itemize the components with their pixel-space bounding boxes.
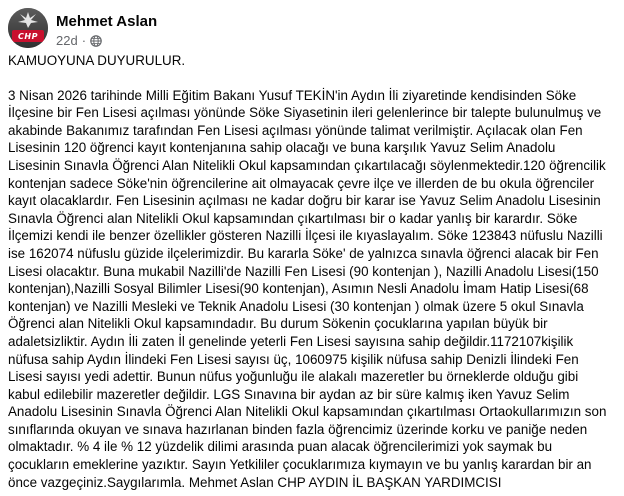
post-text: 3 Nisan 2026 tarihinde Milli Eğitim Bakanı Yusuf TEKİN'in Aydın İli ziyaretinde kendisinden Söke İlçesine bir Fen Lisesi açılması yönünde Söke Siyasetinin ileri gelenlerince bir talepte bulunulmuş ve akabinde Bakanımız tarafından Fen Lisesi açılması yönünde talimat verilmiştir. Açılacak olan Fen Lisesinin 120 öğrenci kayıt kontenjanına sahip olacağı ve buna karşılık Yavuz Selim Anadolu Lisesinin Sınavla Öğrenci Alan Nitelikli Okul kapsamından çıkartılacağı söylenmektedir.120 öğrencilik kontenjan sadece Söke'nin öğrencilerine ait olmayacak çevre ilçe ve illerden de bu okula öğrenciler kayıt olacaklardır. Fen Lisesinin açılması ne kadar doğru bir karar ise Yavuz Selim Anadolu Lisesinin Sınavla Öğrenci alan Nitelikli Okul kapsamından çıkartılması bir o kadar yanlış bir karardır. Söke İlçemizi kendi ile benzer özellikler gösteren Nazilli İlçesi ile kıyaslayalım. Söke 123843 nüfuslu Nazilli ise 162074 nüfuslu güzide ilçelerimizdir. Bu kararla Söke' de yalnızca sınavla öğrenci alacak bir Fen Lisesi olacaktır. Buna mukabil Nazilli'de Nazilli Fen Lisesi (90 kontenjan ), Nazilli Anadolu Lisesi(150 kontenjan),Nazilli Sosyal Bilimler Lisesi(90 kontenjan), Asımın Nesli Anadolu İmam Hatip Lisesi(68 kontenjan) ve Nazilli Mesleki ve Teknik Anadolu Lisesi (30 kontenjan ) olmak üzere 5 okul Sınavla Öğrenci alan Nitelikli Okul kapsamındadır. Bu durum Sökenin çocuklarına yapılan büyük bir adaletsizliktir. Aydın İli zaten İl genelinde yeterli Fen Lisesi sayısına sahip değildir.1172107kişilik nüfusa sahip Aydın İlindeki Fen Lisesi sayısı üç, 1060975 kişilik nüfusa sahip Denizli İlindeki Fen Lisesi sayısı yedi adettir. Bunun nüfus yoğunluğu ile alakalı mazeretler bu örneklerde olduğu gibi kabul edilebilir mazeretler değildir. LGS Sınavına bir aydan az bir süre kalmış iken Yavuz Selim Anadolu Lisesinin Sınavla Öğrenci Alan Nitelikli Okul kapsamından çıkartılması Ortaokullarımızın son sınıflarında okuyan ve sınava hazırlanan binden fazla öğrencimiz üzerinde korku ve paniğe neden olmaktadır. % 4 ile % 12 yüzdelik dilimi arasında puan alacak öğrencilerimizi yok saymak bu çocukların emeklerine yazıktır. Sayın Yetkililer çocuklarımıza kıymayın ve bu yanlış karardan bir an önce vazgeçiniz.Saygılarımla. Mehmet Aslan CHP AYDIN İL BAŞKAN YARDIMCISI <box>8 87 607 490</box>
party-arrows-icon <box>16 12 40 28</box>
author-name[interactable]: Mehmet Aslan <box>56 13 158 30</box>
meta-separator: · <box>81 33 87 48</box>
post-meta <box>56 33 102 48</box>
globe-icon[interactable] <box>90 35 102 47</box>
post-header <box>8 8 616 52</box>
chp-logo <box>12 30 44 42</box>
post-body <box>8 52 610 491</box>
chp-logo-text: CHP <box>18 31 38 41</box>
post-heading: KAMUOYUNA DUYURULUR. <box>8 53 186 68</box>
post-time[interactable]: 22d <box>56 33 78 48</box>
avatar[interactable] <box>8 8 48 48</box>
